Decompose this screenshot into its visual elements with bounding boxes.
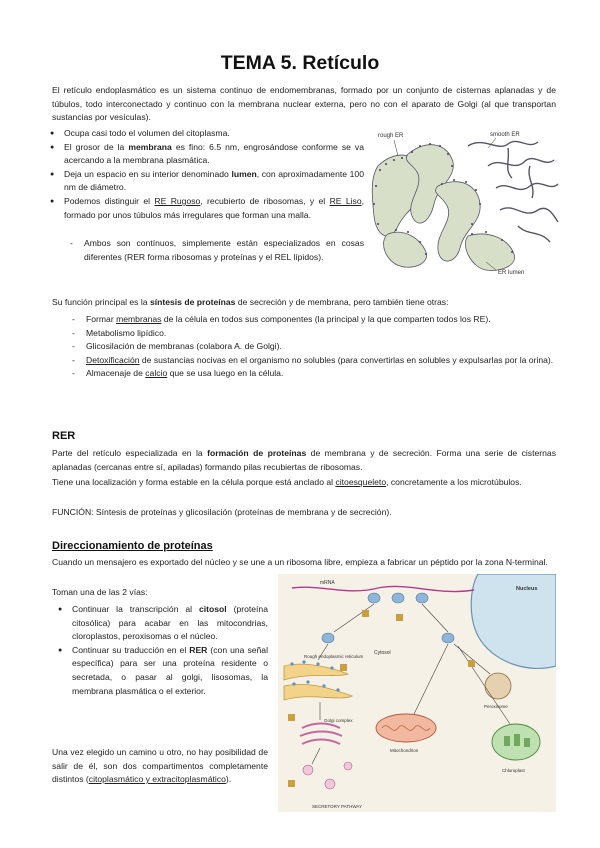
list-item-text: (proteína citosólica) para acabar en las mitocondrias, cloroplastos, peroxisomas o el núcleo. xyxy=(72,604,268,642)
bold-term: síntesis de proteínas xyxy=(149,297,236,307)
underlined-term: Detoxificación xyxy=(86,354,140,365)
underlined-term: RE Rugoso xyxy=(154,195,201,206)
direccionamiento-paragraph-3 xyxy=(52,746,268,787)
routes-list xyxy=(56,603,268,698)
list-item xyxy=(48,141,364,168)
mitochondrion-label: Mitochondrion xyxy=(390,748,419,753)
rer-paragraph-2 xyxy=(52,476,556,490)
paragraph-text: ). xyxy=(225,774,232,785)
direccionamiento-heading: Direccionamiento de proteínas xyxy=(52,540,213,552)
paragraph-text: Su función principal es la xyxy=(52,297,150,307)
paragraph-text: Una vez elegido un camino u otro, no hay posibilidad de salir de él, son dos compartimentos completamente distintos ( xyxy=(52,747,268,785)
protein-targeting-diagram xyxy=(278,574,556,812)
direccionamiento-paragraph-2: Toman una de las 2 vías: xyxy=(52,587,148,597)
list-item-text: de sustancias nocivas en el organismo no solubles (para convertirlas en solubles y expulsarlas por la orina). xyxy=(139,354,554,365)
direccionamiento-paragraph-1: Cuando un mensajero es exportado del núcleo y se une a un ribosoma libre, empieza a fabricar un péptido por la zona N-terminal. xyxy=(52,557,548,567)
sub-list xyxy=(64,237,364,264)
bold-term: citosol xyxy=(198,604,227,614)
list-item-text: El grosor de la xyxy=(64,141,129,152)
underlined-term: RE Liso xyxy=(329,195,362,206)
list-item xyxy=(56,644,268,698)
list-item-text: , con aproximadamente 100 nm de diámetro. xyxy=(64,168,364,193)
list-item: - Glicosilación de membranas (colabora A. de Golgi). xyxy=(66,340,556,354)
list-item xyxy=(48,168,364,195)
list-item-text: Formar xyxy=(86,314,117,324)
chloroplast-label: Chloroplast xyxy=(502,768,525,773)
list-item-text: , recubierto de ribosomas, y el xyxy=(200,195,330,206)
nucleus-label: Nucleus xyxy=(516,586,538,592)
cytosol-label: Cytosol xyxy=(374,650,391,656)
list-item: - Ambos son contínuos, simplemente están especializados en cosas diferentes (RER forma ribosomas y proteínas y el REL lípidos). xyxy=(64,237,364,264)
list-item xyxy=(66,313,556,327)
rer-function: FUNCIÓN: Síntesis de proteínas y glicosilación (proteínas de membrana y de secreción). xyxy=(52,507,392,517)
list-item-text: es fino: 6.5 nm, engrosándose conforme se va acercando a la membrana plasmática. xyxy=(64,141,364,166)
list-item-text: Ocupa casi todo el volumen del citoplasma. xyxy=(64,128,230,138)
underlined-term: membranas xyxy=(116,314,162,324)
list-item xyxy=(56,603,268,644)
peroxisome-label: Peroxisome xyxy=(484,704,508,709)
list-item-text: (con una señal específica) para ser una proteína residente o secretada, o pasar al golgi, lisosomas, la membrana plasmática o el exterior. xyxy=(72,644,268,696)
golgi-label: Golgi complex xyxy=(324,718,353,723)
list-item: - Metabolismo lipídico. xyxy=(66,327,556,341)
page-title: TEMA 5. Retículo xyxy=(220,52,380,74)
er-properties-list xyxy=(48,127,364,222)
underlined-term: calcio xyxy=(145,368,168,379)
list-item-text: que se usa luego en la célula. xyxy=(167,368,284,379)
list-item xyxy=(48,195,364,222)
rer-heading: RER xyxy=(52,430,76,442)
intro-paragraph: El retículo endoplasmático es un sistema continuo de endomembranas, formado por un conjunto de cisternas aplanadas y de túbulos, todo interconectado y continuo con la membrana nuclear externa, pero no con el aparato de Golgi (al que transportan sustancias por vesículas). xyxy=(52,85,556,123)
peroxisome-shape xyxy=(485,673,511,699)
list-item xyxy=(66,354,556,368)
list-item-text: , formado por unos túbulos más irregulares que forman una malla. xyxy=(64,195,364,220)
bold-term: RER xyxy=(189,644,208,655)
bold-term: membrana xyxy=(128,141,172,152)
list-item-text: Continuar la transcripción al xyxy=(72,604,199,614)
list-item-text: de la célula en todos sus componentes (la principal y la que comparten todos los RE). xyxy=(161,314,491,324)
paragraph-text: de membrana y de secreción. Forma una serie de cisternas aplanadas (cercanas entre sí, apiladas) formando pilas recubiertas de ribosomas. xyxy=(52,448,556,472)
rough-er-label: rough ER xyxy=(378,133,404,139)
er-lumen-label: ER lumen xyxy=(498,270,525,276)
list-item-text: Deja un espacio en su interior denominado xyxy=(64,168,232,179)
underlined-term: citoesqueleto xyxy=(335,477,387,487)
functions-intro xyxy=(52,296,556,310)
paragraph-text: , concretamente a los microtúbulos. xyxy=(386,477,522,487)
smooth-er-label: smooth ER xyxy=(490,132,520,138)
bold-term: formación de proteínas xyxy=(207,448,307,458)
er-illustration xyxy=(368,126,560,276)
list-item-text: Continuar su traducción en el xyxy=(72,644,190,655)
functions-list xyxy=(66,313,556,381)
list-item-text: Almacenaje de xyxy=(86,368,146,379)
underlined-term: citoplasmático y extracitoplasmático xyxy=(88,774,226,785)
paragraph-text: de secreción y de membrana, pero también tiene otras: xyxy=(235,297,449,307)
paragraph-text: Tiene una localización y forma estable en la célula porque está anclado al xyxy=(52,477,336,487)
list-item xyxy=(66,367,556,381)
secretory-pathway-label: SECRETORY PATHWAY xyxy=(312,804,363,809)
list-item xyxy=(48,127,364,141)
rough-er-label: Rough endoplasmic reticulum xyxy=(304,654,364,659)
list-item-text: Podemos distinguir el xyxy=(64,195,155,206)
paragraph-text: Parte del retículo especializada en la xyxy=(52,448,208,458)
mrna-label: mRNA xyxy=(320,580,335,586)
rer-paragraph-1 xyxy=(52,447,556,474)
bold-term: lumen xyxy=(231,168,257,179)
